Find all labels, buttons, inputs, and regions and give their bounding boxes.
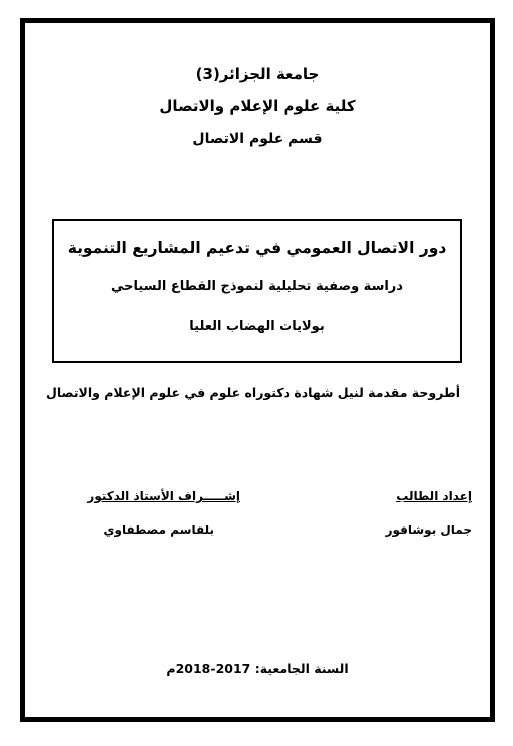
thesis-statement: أطروحة مقدمة لنيل شهادة دكتوراه علوم في علوم الإعلام والاتصال: [45, 385, 460, 400]
faculty-name: كلية علوم الإعلام والاتصال: [159, 97, 356, 115]
thesis-title-box: [52, 219, 462, 363]
thesis-subtitle: دراسة وصفية تحليلية لنموذج القطاع السياحي: [111, 279, 403, 294]
student-label: إعداد الطالب: [396, 489, 472, 503]
university-name: جامعة الجزائر(3): [195, 65, 320, 83]
academic-year: السنة الجامعية: 2017-2018م: [166, 661, 349, 676]
supervisor-name: بلقاسم مصطفاوي: [103, 523, 214, 537]
supervisor-label: إشـــــراف الأستاذ الدكتور: [87, 489, 240, 503]
department-name: قسم علوم الاتصال: [192, 131, 323, 147]
thesis-location: بولايات الهضاب العليا: [189, 319, 325, 334]
thesis-title: دور الاتصال العمومي في تدعيم المشاريع التنموية: [67, 239, 447, 257]
student-name: جمال بوشاقور: [385, 523, 472, 537]
page-frame: [20, 18, 495, 722]
